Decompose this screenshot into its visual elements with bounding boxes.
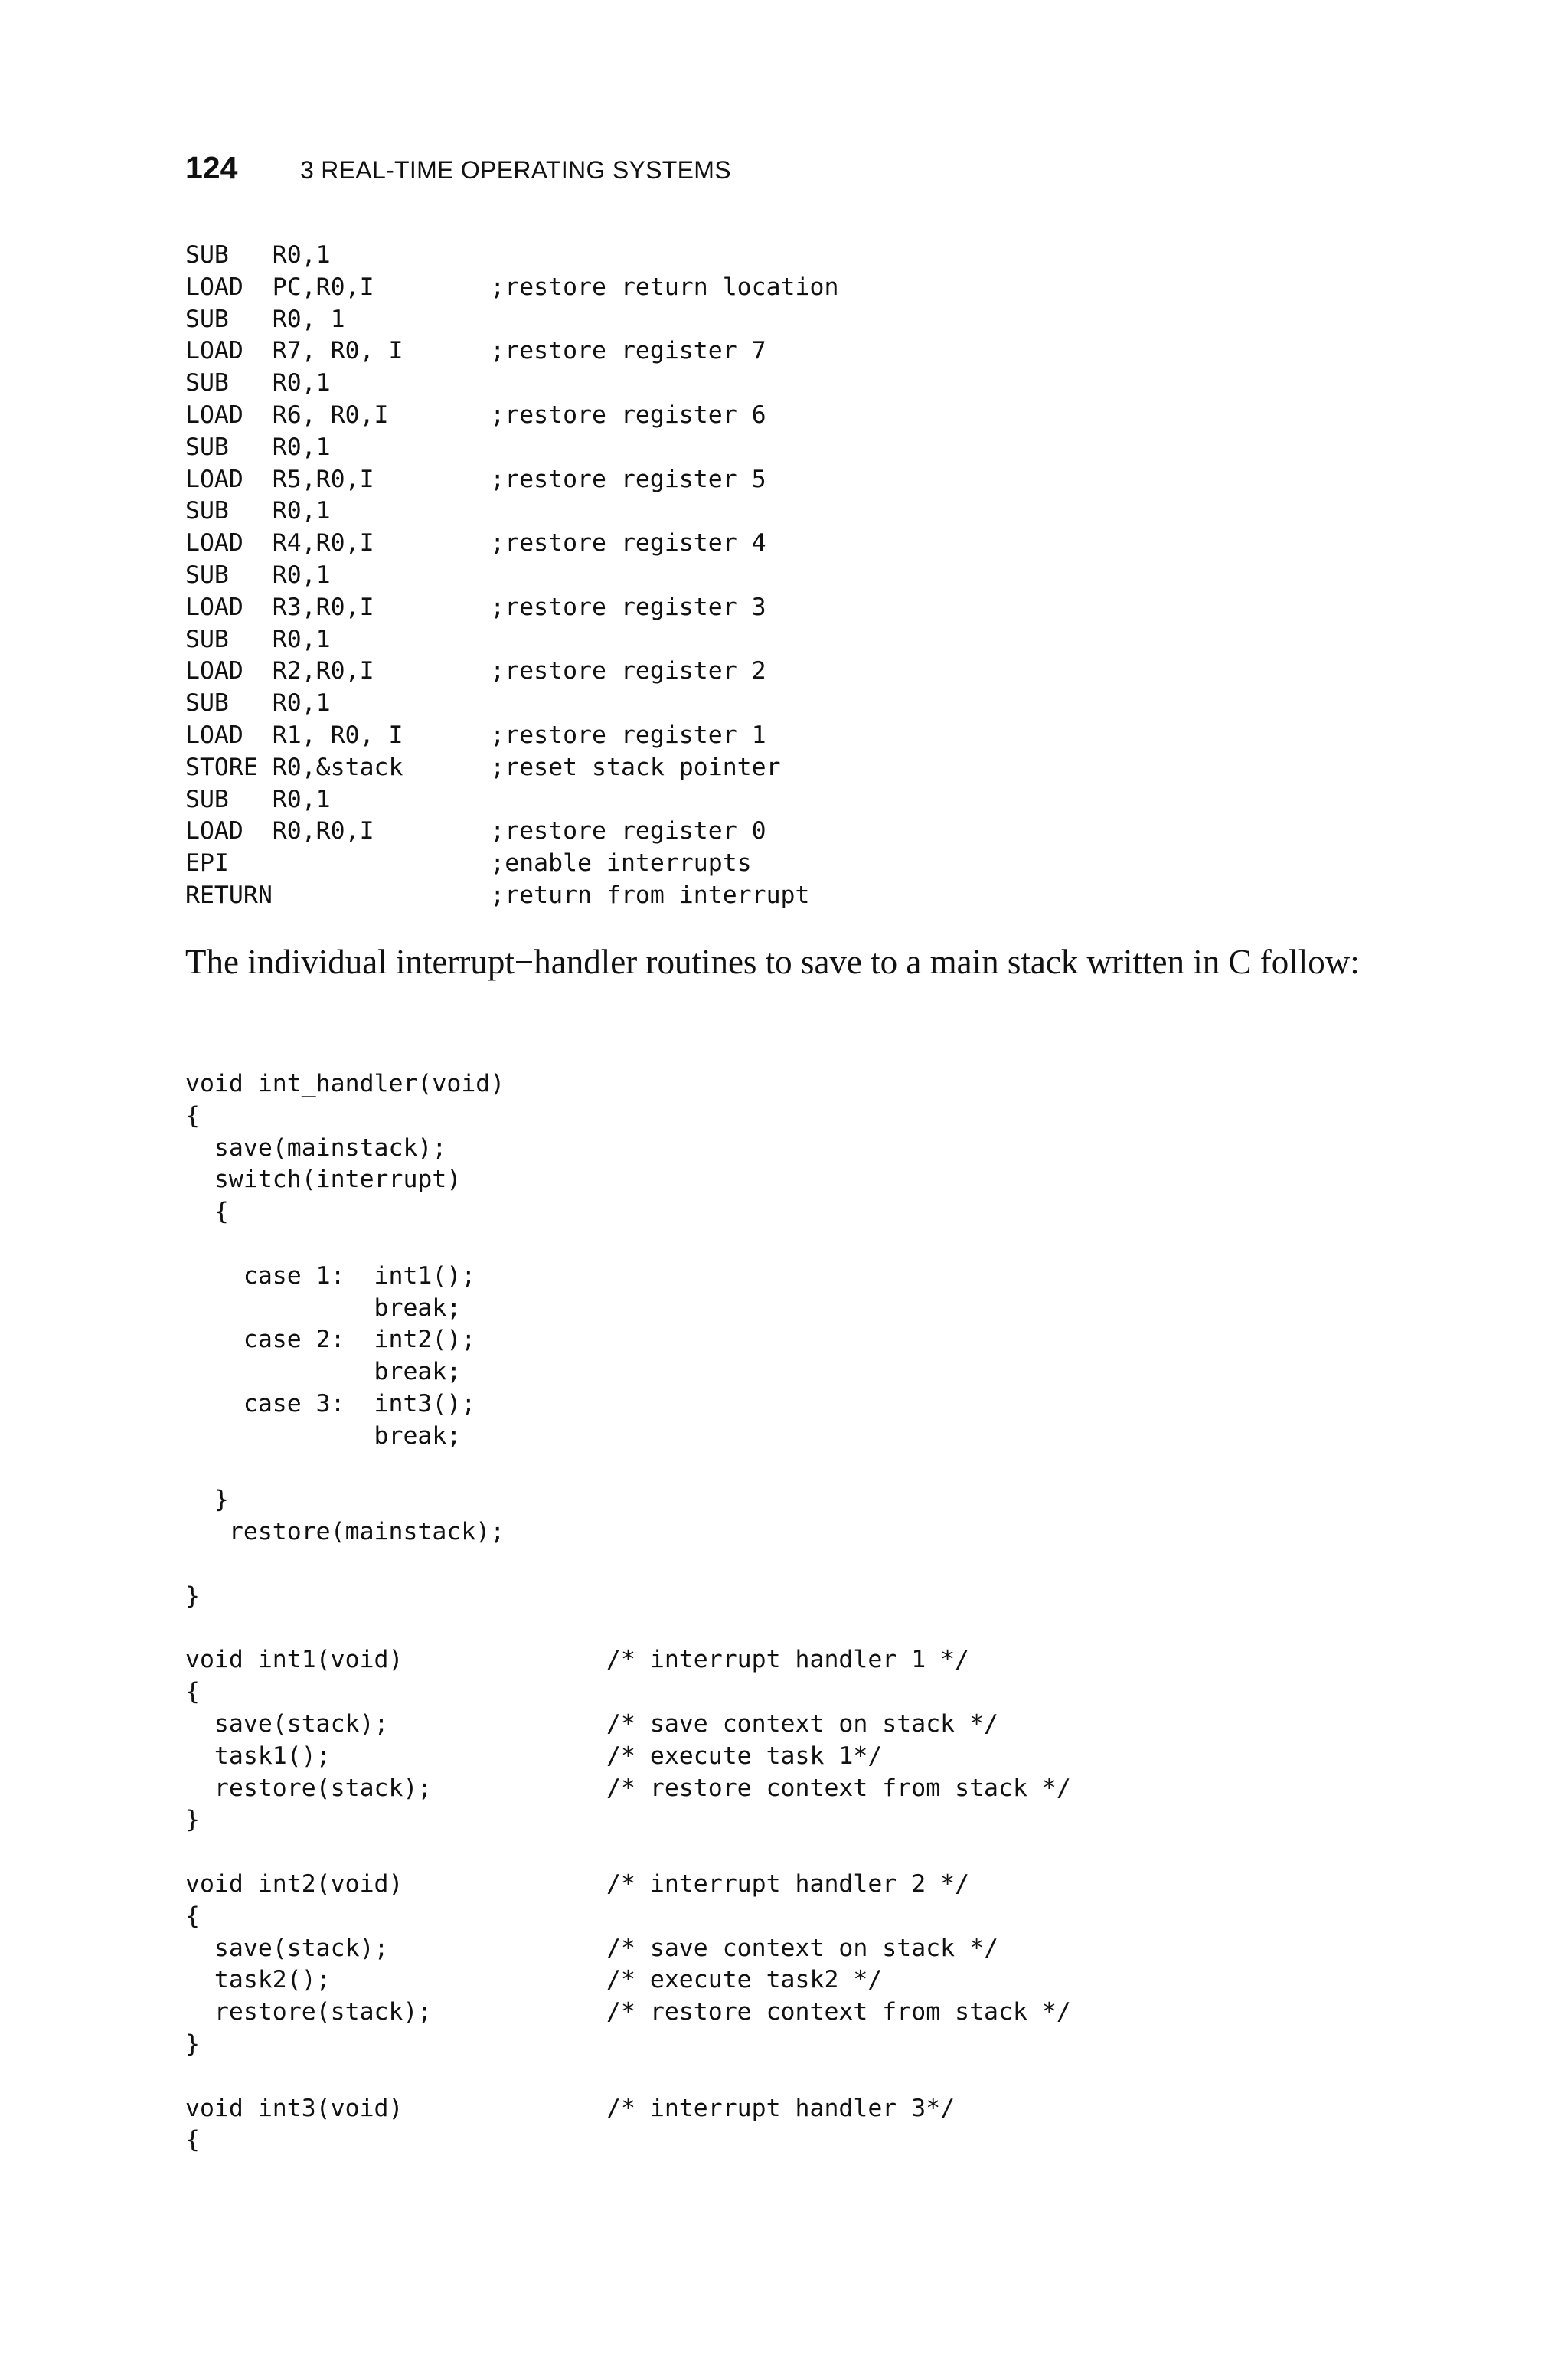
book-page [185, 0, 1398, 2368]
page-header [185, 150, 731, 196]
body-paragraph: The individual interrupt−handler routines to save to a main stack written in C follow: [185, 943, 1360, 981]
assembly-code-listing: SUB R0,1 LOAD PC,R0,I ;restore return location SUB R0, 1 LOAD R7, R0, I ;restore register 7 SUB R0,1 LOAD R6, R0,I ;restore register 6 SUB R0,1 LOAD R5,R0,I ;restore register 5 SUB R0,1 LOAD R4,R0,I ;restore register 4 SUB R0,1 LOAD R3,R0,I ;restore register 3 SUB R0,1 LOAD R2,R0,I ;restore register 2 SUB R0,1 LOAD R1, R0, I ;restore register 1 STORE R0,&stack ;reset stack pointer SUB R0,1 LOAD R0,R0,I ;restore register 0 EPI ;enable interrupts RETURN ;return from interrupt [185, 241, 839, 909]
page-number: 124 [185, 150, 238, 185]
running-head: 3 REAL-TIME OPERATING SYSTEMS [300, 156, 731, 184]
c-code-listing: void int_handler(void) { save(mainstack); switch(interrupt) { case 1: int1(); break; case 2: int2(); break; case 3: int3(); break; } restore(mainstack); } void int1(void) /* interrupt handler 1 */ { save(stack); /* save context on stack */ task1(); /* execute task 1*/ restore(stack); /* restore context from stack */ } void int2(void) /* interrupt handler 2 */ { save(stack); /* save context on stack */ task2(); /* execute task2 */ restore(stack); /* restore context from stack */ } void int3(void) /* interrupt handler 3*/ { [185, 1070, 1071, 2154]
